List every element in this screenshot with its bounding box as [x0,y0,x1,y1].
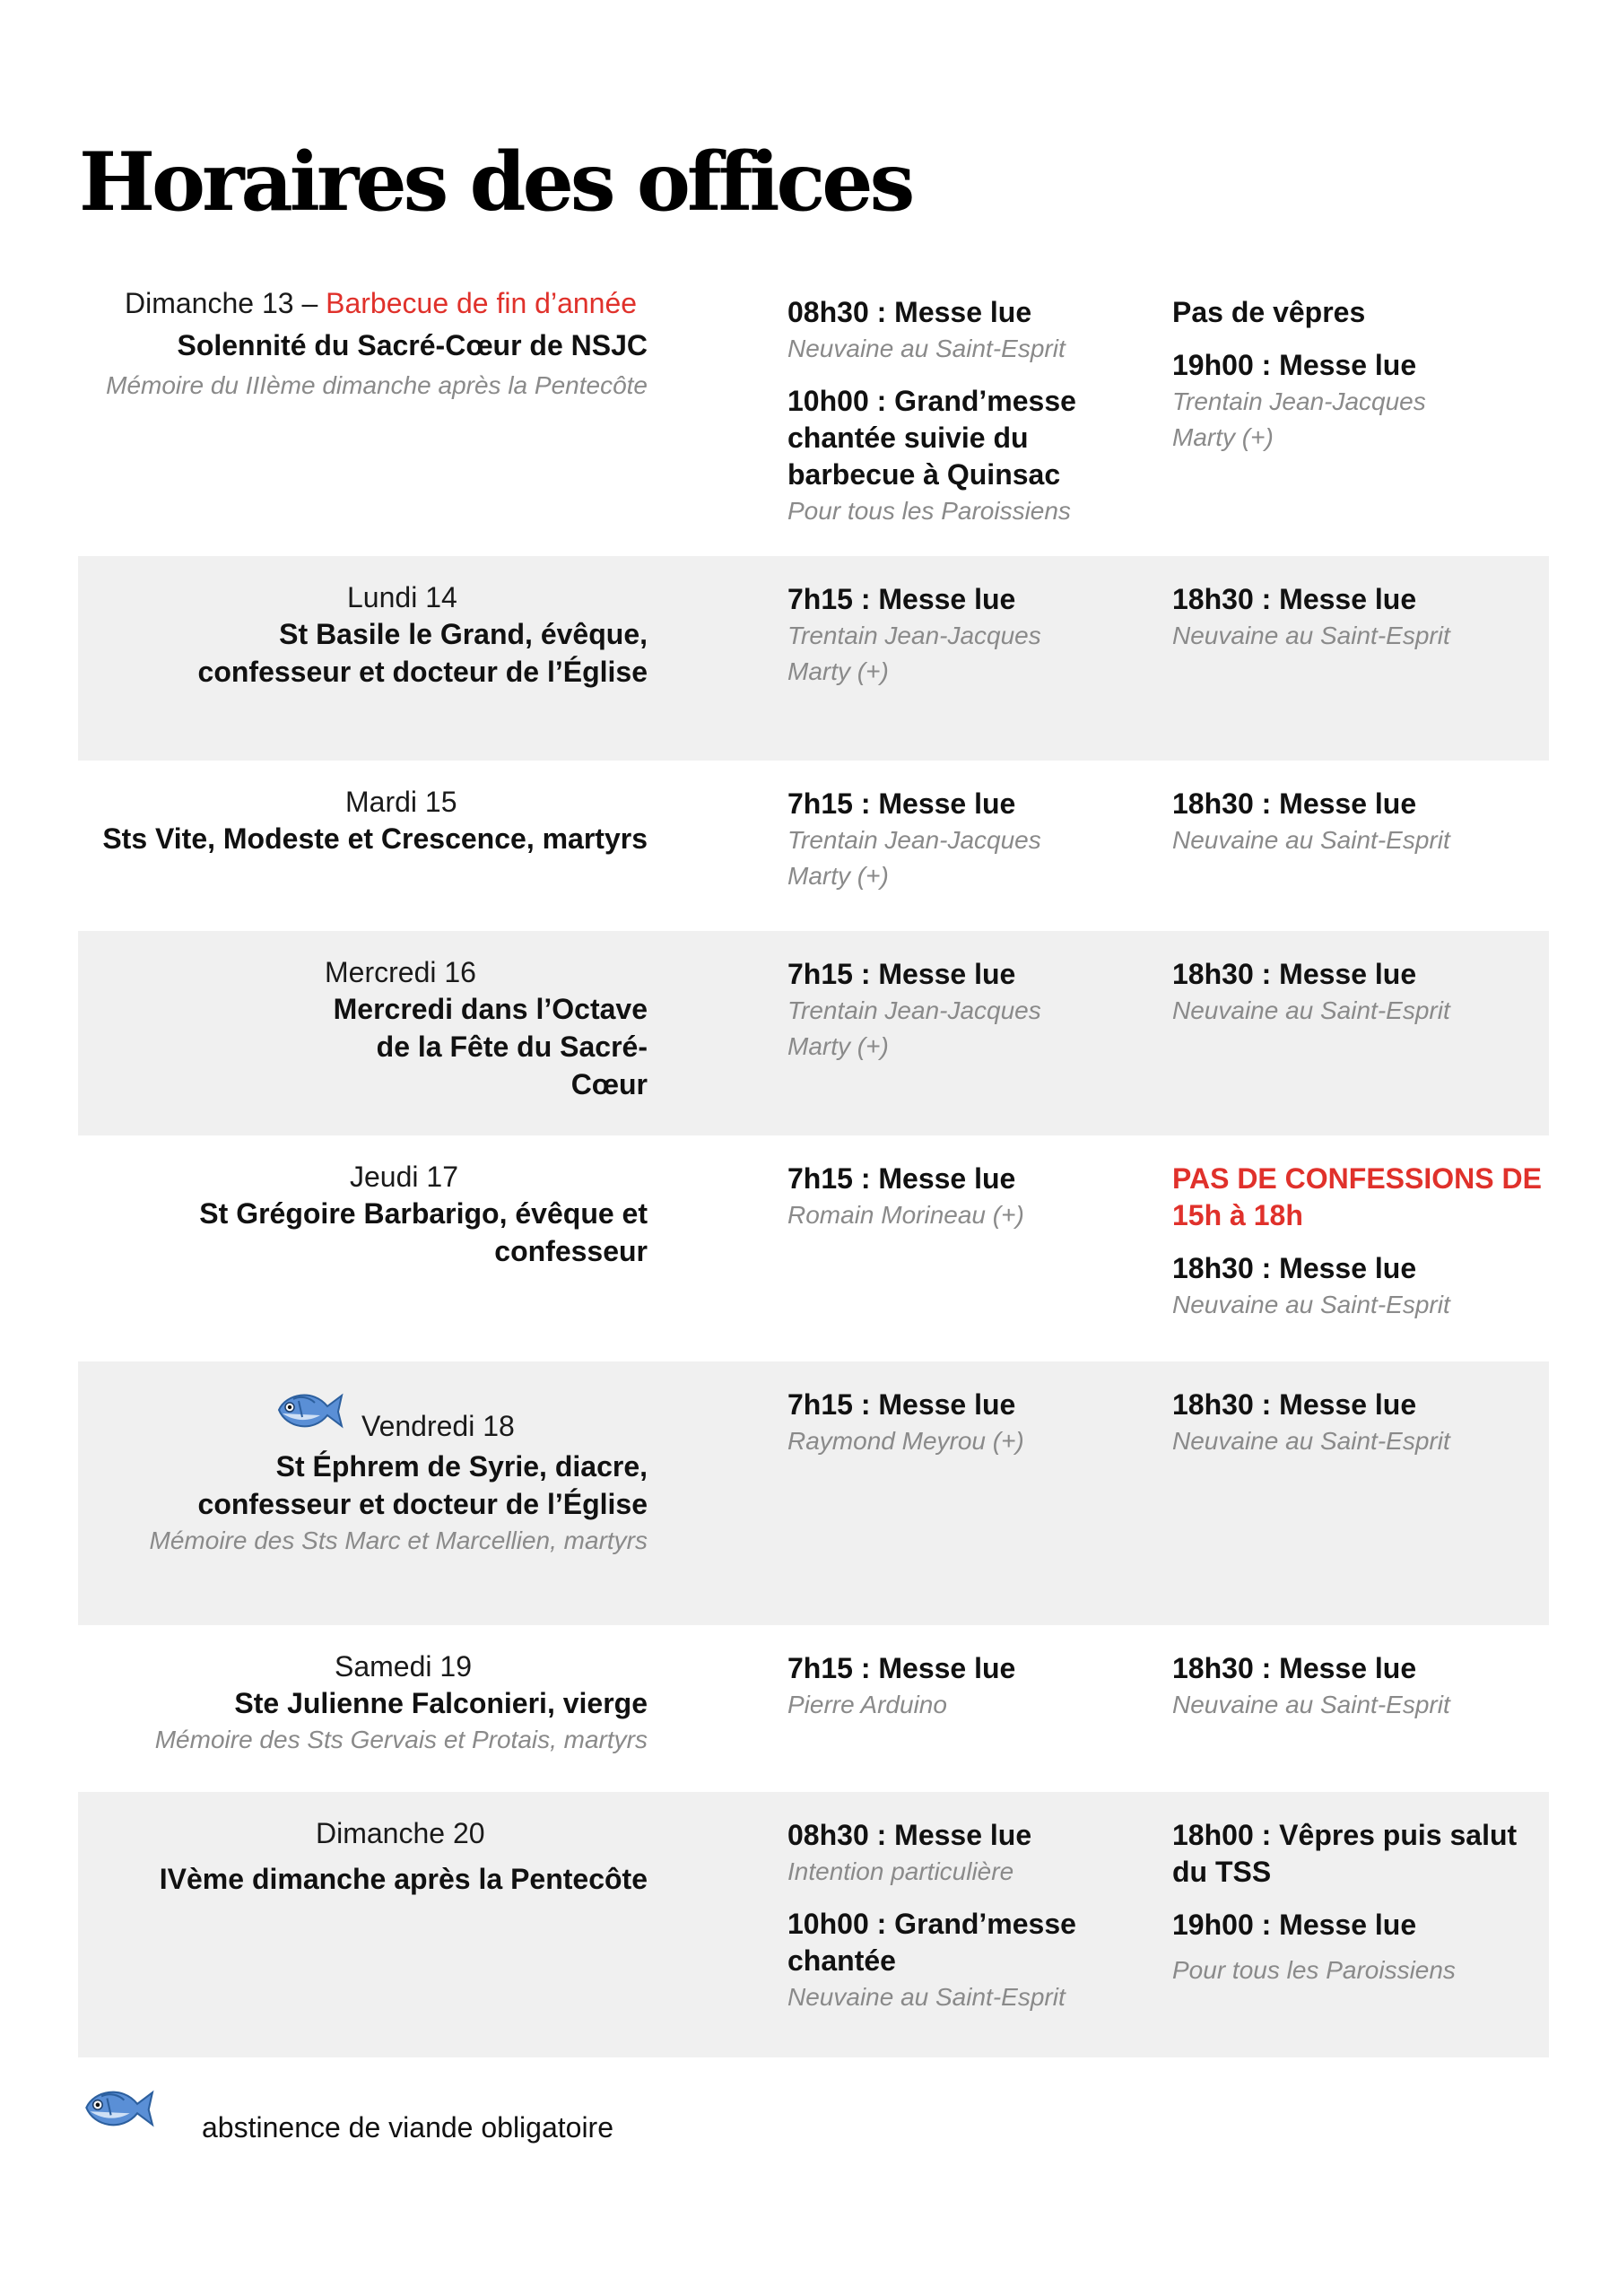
day-name-text: Vendredi 18 [361,1409,515,1442]
morning-offices [787,1650,1128,1739]
morning-offices [787,786,1128,910]
feast-title: Mercredi dans l’Octave de la Fête du Sacré-Cœur [333,993,648,1100]
day-row [78,556,1549,761]
day-event-note: Barbecue de fin d’année [326,287,638,319]
office-title: 19h00 : Messe lue [1172,1909,1417,1941]
office-title: 18h30 : Messe lue [1172,1388,1417,1421]
day-row [78,1792,1549,2057]
office-title: 18h30 : Messe lue [1172,583,1417,615]
office-entry [1172,1952,1549,1988]
office-entry [787,1817,1128,1890]
evening-offices [1172,1650,1549,1739]
day-name: Samedi 19 [335,1650,472,1683]
office-intention: Neuvaine au Saint-Esprit [1172,826,1450,854]
office-intention: Trentain Jean-Jacques Marty (+) [787,826,1041,890]
office-title: 7h15 : Messe lue [787,1162,1016,1195]
day-name [78,285,648,321]
office-title: 18h30 : Messe lue [1172,787,1417,820]
office-entry [1172,1817,1549,1891]
day-row [78,1361,1549,1625]
office-title: 7h15 : Messe lue [787,583,1016,615]
evening-offices [1172,786,1549,874]
office-entry [1172,294,1549,331]
office-entry [787,581,1128,690]
morning-offices [787,1387,1128,1475]
morning-offices [787,956,1128,1081]
office-title: 08h30 : Messe lue [787,1819,1032,1851]
office-entry [787,1387,1128,1459]
office-intention: Neuvaine au Saint-Esprit [787,335,1066,362]
office-intention: Pour tous les Paroissiens [1172,1956,1456,1984]
office-intention: Raymond Meyrou (+) [787,1427,1024,1455]
office-title: 7h15 : Messe lue [787,787,1016,820]
page-title: Horaires des offices [79,135,912,230]
office-intention: Romain Morineau (+) [787,1201,1024,1229]
day-name: Lundi 14 [347,581,457,613]
feast-memoire: Mémoire des Sts Gervais et Protais, martyrs [154,1726,648,1753]
morning-offices [787,1161,1128,1249]
office-intention: Neuvaine au Saint-Esprit [1172,622,1450,649]
evening-offices [1172,1387,1549,1475]
morning-offices [787,1817,1128,2031]
office-intention: Pour tous les Paroissiens [787,497,1071,525]
office-title: 08h30 : Messe lue [787,296,1032,328]
office-intention: Intention particulière [787,1857,1014,1885]
office-intention: Trentain Jean-Jacques Marty (+) [787,622,1041,685]
office-entry [1172,581,1549,654]
day-row [78,761,1549,931]
morning-offices [787,581,1128,706]
feast-title: St Basile le Grand, évêque, confesseur et docteur de l’Église [197,618,648,688]
office-intention: Neuvaine au Saint-Esprit [1172,1291,1450,1318]
office-entry [787,1650,1128,1723]
office-entry [1172,1907,1549,1944]
office-title: Pas de vêpres [1172,296,1366,328]
office-intention: Trentain Jean-Jacques Marty (+) [787,996,1041,1060]
evening-offices [1172,294,1549,472]
day-name [78,1383,648,1448]
office-intention: Trentain Jean-Jacques Marty (+) [1172,387,1426,451]
evening-offices [1172,1161,1549,1339]
evening-offices [1172,581,1549,670]
office-entry [1172,347,1549,456]
office-intention: Neuvaine au Saint-Esprit [787,1983,1066,2011]
legend [81,2079,798,2151]
office-title: 19h00 : Messe lue [1172,349,1417,381]
day-name: Mercredi 16 [325,956,476,988]
office-entry [787,786,1128,894]
day-row [78,931,1549,1135]
fish-icon [81,2079,154,2141]
office-entry [1172,1161,1549,1234]
feast-title: Solennité du Sacré-Cœur de NSJC [177,329,648,361]
fish-icon [274,1383,344,1445]
schedule-table [78,269,1549,2057]
evening-offices [1172,956,1549,1045]
day-row [78,269,1549,556]
office-title: 18h00 : Vêpres puis salut du TSS [1172,1819,1518,1888]
legend-text: abstinence de viande obligatoire [202,2111,613,2144]
feast-title: Ste Julienne Falconieri, vierge [234,1687,648,1719]
feast-memoire: Mémoire des Sts Marc et Marcellien, martyrs [149,1526,648,1554]
office-entry [787,1906,1128,2015]
feast-title: Sts Vite, Modeste et Crescence, martyrs [102,822,648,855]
office-intention: Pierre Arduino [787,1691,947,1718]
office-intention: Neuvaine au Saint-Esprit [1172,996,1450,1024]
office-entry [1172,956,1549,1029]
day-name: Mardi 15 [345,786,457,818]
office-title: 10h00 : Grand’messe chantée suivie du barbecue à Quinsac [787,385,1076,491]
day-name-text: Dimanche 13 – [125,287,326,319]
day-name: Jeudi 17 [350,1161,458,1193]
office-entry [787,1161,1128,1233]
office-title: 18h30 : Messe lue [1172,1252,1417,1284]
feast-memoire: Mémoire du IIIème dimanche après la Pentecôte [106,371,648,399]
morning-offices [787,294,1128,545]
day-row [78,1135,1549,1361]
evening-offices [1172,1817,1549,2005]
office-title: 7h15 : Messe lue [787,1652,1016,1684]
office-entry [787,383,1128,529]
office-entry [1172,1387,1549,1459]
day-name: Dimanche 20 [316,1817,485,1849]
office-title: 18h30 : Messe lue [1172,1652,1417,1684]
office-entry [1172,1250,1549,1323]
office-title: 7h15 : Messe lue [787,958,1016,990]
day-row [78,1625,1549,1792]
office-title: 7h15 : Messe lue [787,1388,1016,1421]
office-entry [1172,786,1549,858]
office-entry [787,956,1128,1065]
office-entry [1172,1650,1549,1723]
office-intention: Neuvaine au Saint-Esprit [1172,1427,1450,1455]
office-entry [787,294,1128,367]
feast-title: IVème dimanche après la Pentecôte [159,1863,648,1895]
office-title: 10h00 : Grand’messe chantée [787,1908,1076,1977]
office-intention: Neuvaine au Saint-Esprit [1172,1691,1450,1718]
feast-title: St Éphrem de Syrie, diacre, confesseur et docteur de l’Église [197,1450,648,1520]
no-confessions-notice: PAS DE CONFESSIONS DE 15h à 18h [1172,1162,1542,1231]
office-title: 18h30 : Messe lue [1172,958,1417,990]
feast-title: St Grégoire Barbarigo, évêque et confesseur [199,1197,648,1267]
